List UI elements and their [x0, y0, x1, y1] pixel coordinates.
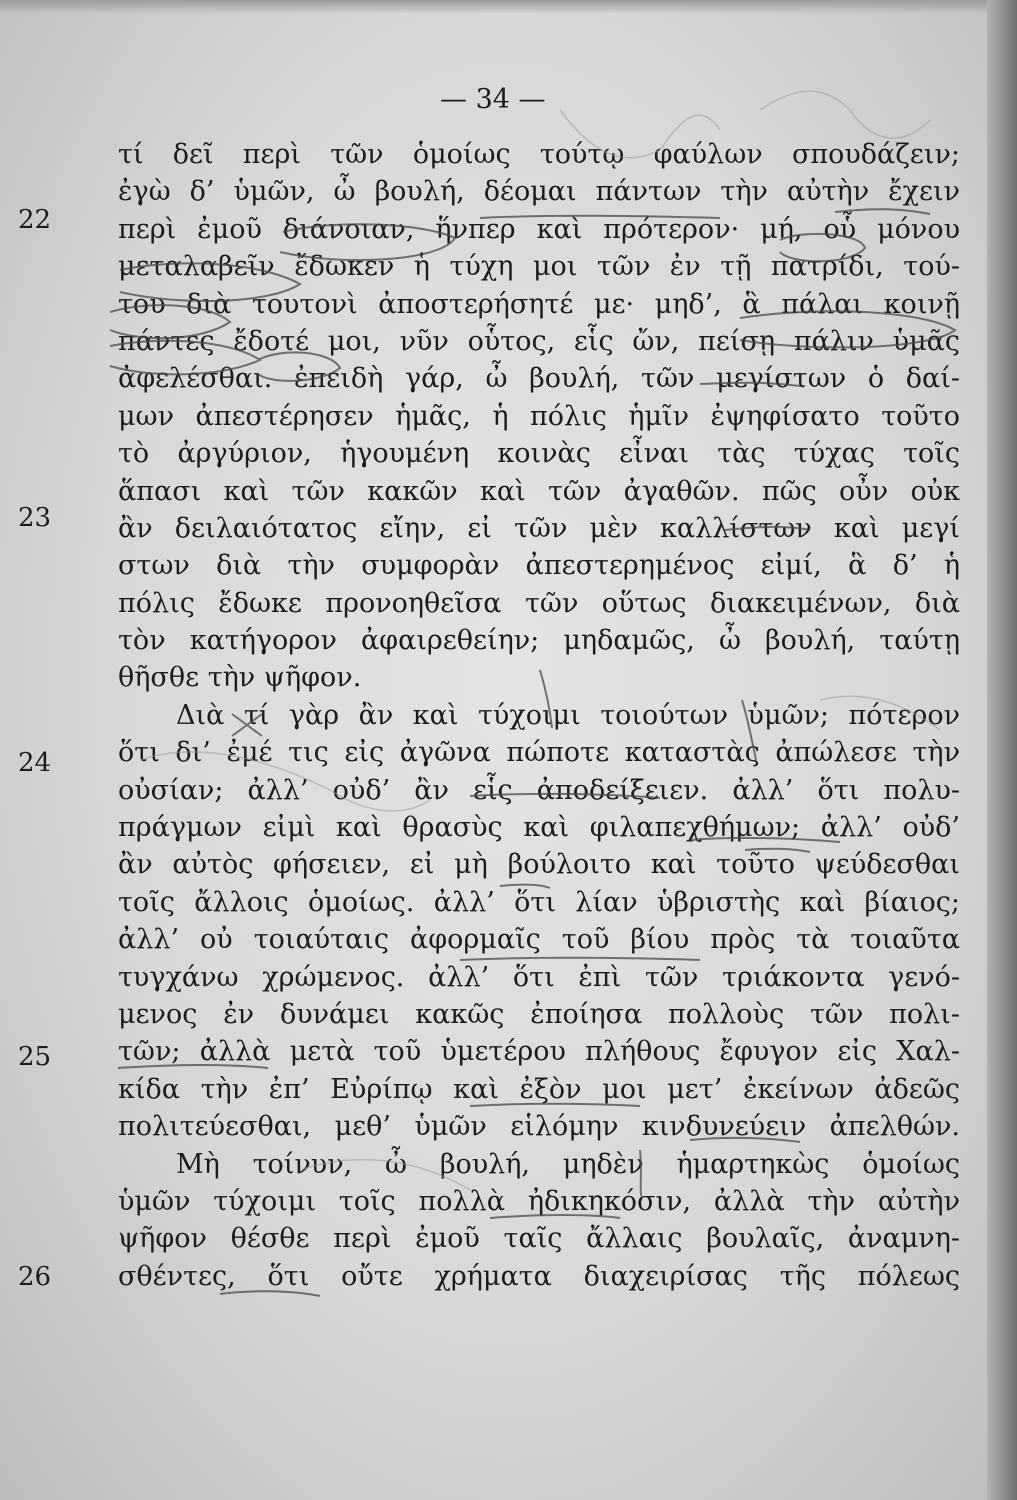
text-line: οὐσίαν; ἀλλ’ οὐδ’ ἂν εἷς ἀποδείξειεν. ἀλλ’ ὅτι πολυ-	[118, 774, 960, 806]
section-number: 24	[18, 748, 52, 778]
page-number: — 34 —	[440, 84, 546, 115]
page-binding-shadow	[987, 0, 1017, 1500]
text-line: πάντες ἔδοτέ μοι, νῦν οὗτος, εἷς ὤν, πείσῃ πάλιν ὑμᾶς	[118, 325, 960, 357]
text-line: πράγμων εἰμὶ καὶ θρασὺς καὶ φιλαπεχθήμων; ἀλλ’ οὐδ’	[118, 812, 960, 844]
text-line: μεταλαβεῖν ἔδωκεν ἡ τύχη μοι τῶν ἐν τῇ πατρίδι, τού-	[118, 251, 960, 283]
text-line: μων ἀπεστέρησεν ἡμᾶς, ἡ πόλις ἡμῖν ἐψηφίσατο τοῦτο	[118, 400, 960, 432]
text-line: ἂν δειλαιότατος εἴην, εἰ τῶν μὲν καλλίστων καὶ μεγί	[118, 512, 960, 544]
text-line: στων διὰ τὴν συμφορὰν ἀπεστερημένος εἰμί, ἃ δ’ ἡ	[118, 550, 960, 582]
section-numbers	[18, 0, 108, 1500]
text-line: τὸ ἀργύριον, ἡγουμένη κοινὰς εἶναι τὰς τύχας τοῖς	[118, 438, 960, 470]
text-line: θῆσθε τὴν ψῆφον.	[118, 662, 362, 694]
text-line: τί δεῖ περὶ τῶν ὁμοίως τούτῳ φαύλων σπουδάζειν;	[118, 139, 960, 170]
text-line: τυγχάνω χρώμενος. ἀλλ’ ὅτι ἐπὶ τῶν τριάκοντα γενό-	[118, 961, 960, 993]
text-line: μενος ἐν δυνάμει κακῶς ἐποίησα πολλοὺς τῶν πολι-	[118, 998, 960, 1030]
text-line: ὑμῶν τύχοιμι τοῖς πολλὰ ἠδικηκόσιν, ἀλλὰ τὴν αὐτὴν	[118, 1185, 960, 1217]
section-number: 22	[18, 205, 52, 235]
page-top-shadow	[0, 0, 1017, 14]
text-line: ὅτι δι’ ἐμέ τις εἰς ἀγῶνα πώποτε καταστὰς ἀπώλεσε τὴν	[118, 737, 960, 769]
text-line: ἂν αὐτὸς φήσειεν, εἰ μὴ βούλοιτο καὶ τοῦτο ψεύδεσθαι	[118, 849, 960, 881]
text-line: τοῖς ἄλλοις ὁμοίως. ἀλλ’ ὅτι λίαν ὑβριστὴς καὶ βίαιος;	[118, 886, 960, 918]
text-line: ἐγὼ δ’ ὑμῶν, ὦ βουλή, δέομαι πάντων τὴν αὐτὴν ἔχειν	[118, 176, 960, 208]
text-line: τὸν κατήγορον ἀφαιρεθείην; μηδαμῶς, ὦ βουλή, ταύτῃ	[118, 625, 960, 657]
text-line: πόλις ἔδωκε προνοηθεῖσα τῶν οὕτως διακειμένων, διὰ	[118, 587, 960, 619]
text-line: πολιτεύεσθαι, μεθ’ ὑμῶν εἱλόμην κινδυνεύειν ἀπελθών.	[118, 1111, 960, 1143]
section-number: 25	[18, 1042, 52, 1072]
text-line: Μὴ τοίνυν, ὦ βουλή, μηδὲν ἡμαρτηκὼς ὁμοίως	[176, 1148, 960, 1180]
text-line: Διὰ τί γὰρ ἂν καὶ τύχοιμι τοιούτων ὑμῶν; πότερον	[176, 699, 960, 731]
text-line: ψῆφον θέσθε περὶ ἐμοῦ ταῖς ἄλλαις βουλαῖς, ἀναμνη-	[118, 1223, 960, 1255]
text-line: ἅπασι καὶ τῶν κακῶν καὶ τῶν ἀγαθῶν. πῶς οὖν οὐκ	[118, 475, 960, 507]
text-line: ἀφελέσθαι. ἐπειδὴ γάρ, ὦ βουλή, τῶν μεγίστων ὁ δαί-	[118, 363, 960, 395]
faint-scribble	[760, 91, 930, 138]
text-line: κίδα τὴν ἐπ’ Εὐρίπῳ καὶ ἐξὸν μοι μετ’ ἐκείνων ἀδεῶς	[118, 1073, 960, 1105]
greek-text-block	[118, 136, 960, 1295]
text-line: του διὰ τουτονὶ ἀποστερήσητέ με· μηδ’, ἃ πάλαι κοινῇ	[118, 288, 960, 320]
text-line: ἀλλ’ οὐ τοιαύταις ἀφορμαῖς τοῦ βίου πρὸς τὰ τοιαῦτα	[118, 924, 960, 956]
text-line: σθέντες, ὅτι οὔτε χρήματα διαχειρίσας τῆς πόλεως	[118, 1260, 960, 1292]
section-number: 26	[18, 1262, 52, 1292]
section-number: 23	[18, 503, 52, 533]
text-line: τῶν; ἀλλὰ μετὰ τοῦ ὑμετέρου πλήθους ἔφυγον εἰς Χαλ-	[118, 1036, 960, 1068]
text-line: περὶ ἐμοῦ διάνοιαν, ἥνπερ καὶ πρότερον· μή, οὗ μόνου	[118, 213, 960, 245]
